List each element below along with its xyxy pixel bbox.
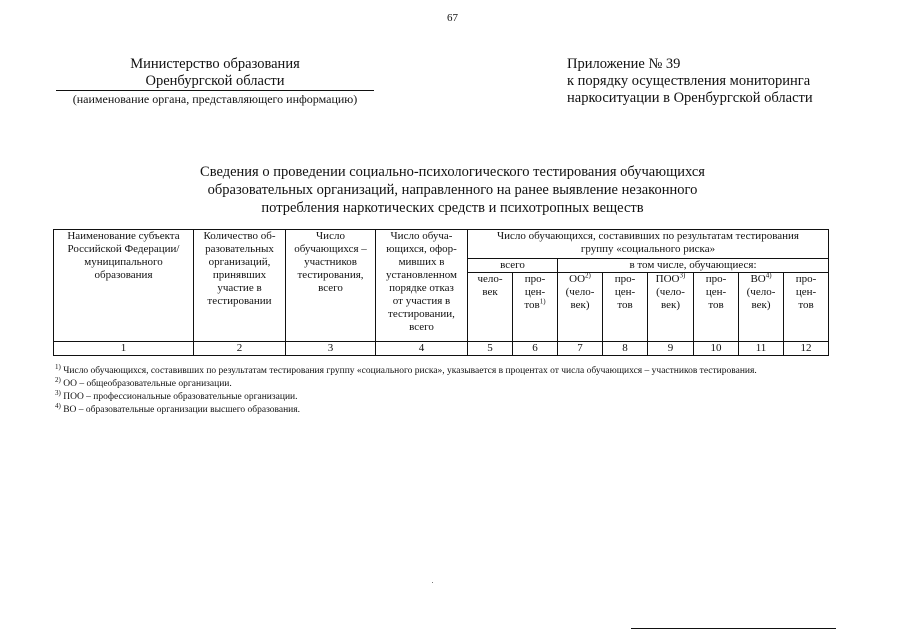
col-number: 10: [694, 342, 739, 356]
footnotes: [55, 362, 757, 417]
col-number: 2: [194, 342, 286, 356]
organization-underline: [56, 90, 374, 91]
col-number: 11: [739, 342, 784, 356]
document-title: [0, 163, 905, 217]
title-line2: образовательных организаций, направленного на ранее выявление незаконного: [207, 182, 698, 198]
header-participants: Число обучающихся – участников тестирования, всего: [286, 230, 376, 342]
organization-line1: Министерство образования: [130, 56, 300, 72]
footnote-1: $^{1)}$ Число обучающихся, составивших по результатам тестирования группу «социального риска», указывается в процентах от числа обучающихся – участников тестирования.: [55, 362, 757, 376]
header-refusals: Число обуча- ющихся, офор- мивших в установленном порядке отказ от участия в тестировании, всего: [376, 230, 468, 342]
appendix-block: [567, 56, 813, 107]
column-numbers-row: [54, 342, 829, 356]
col-number: 6: [513, 342, 558, 356]
data-table: [53, 229, 829, 356]
footnote-2: $^{2)}$ ОО – общеобразовательные организации.: [55, 375, 232, 389]
organization-line2: Оренбургской области: [145, 73, 285, 89]
title-line1: Сведения о проведении социально-психологического тестирования обучающихся: [200, 164, 705, 180]
header-vo-percent: про- цен- тов: [784, 273, 829, 342]
header-risk-group: Число обучающихся, составивших по результатам тестирования группу «социального риска»: [468, 230, 829, 259]
title-line3: потребления наркотических средств и психотропных веществ: [261, 200, 644, 216]
col-number: 9: [648, 342, 694, 356]
footnote-3: $^{3)}$ ПОО – профессиональные образовательные организации.: [55, 388, 298, 402]
appendix-line3: наркоситуации в Оренбургской области: [567, 90, 813, 106]
col-number: 4: [376, 342, 468, 356]
header-percent: про- цен- тов$^{1)}$: [513, 273, 558, 342]
header-total: всего: [468, 259, 558, 273]
appendix-line1: Приложение № 39: [567, 56, 681, 72]
header-poo-percent: про- цен- тов: [694, 273, 739, 342]
bottom-rule: [631, 628, 836, 629]
col-number: 1: [54, 342, 194, 356]
header-people: чело- век: [468, 273, 513, 342]
page-number: 67: [447, 12, 458, 24]
appendix-line2: к порядку осуществления мониторинга: [567, 73, 811, 89]
organization-block: [55, 56, 375, 106]
col-number: 8: [603, 342, 648, 356]
header-poo: ПОО$^{3)}$ (чело- век): [648, 273, 694, 342]
footnote-4: $^{4)}$ ВО – образовательные организации высшего образования.: [55, 401, 301, 415]
header-organizations: Количество об- разовательных организаций, принявших участие в тестировании: [194, 230, 286, 342]
organization-caption: (наименование органа, представляющего информацию): [72, 92, 358, 106]
col-number: 7: [558, 342, 603, 356]
header-oo-percent: про- цен- тов: [603, 273, 648, 342]
col-number: 3: [286, 342, 376, 356]
header-including: в том числе, обучающиеся:: [558, 259, 829, 273]
scan-speck: [432, 582, 433, 583]
col-number: 12: [784, 342, 829, 356]
header-vo: ВО$^{4)}$ (чело- век): [739, 273, 784, 342]
header-subject: Наименование субъекта Российской Федерации/ муниципального образования: [54, 230, 194, 342]
header-oo: ОО$^{2)}$ (чело- век): [558, 273, 603, 342]
col-number: 5: [468, 342, 513, 356]
